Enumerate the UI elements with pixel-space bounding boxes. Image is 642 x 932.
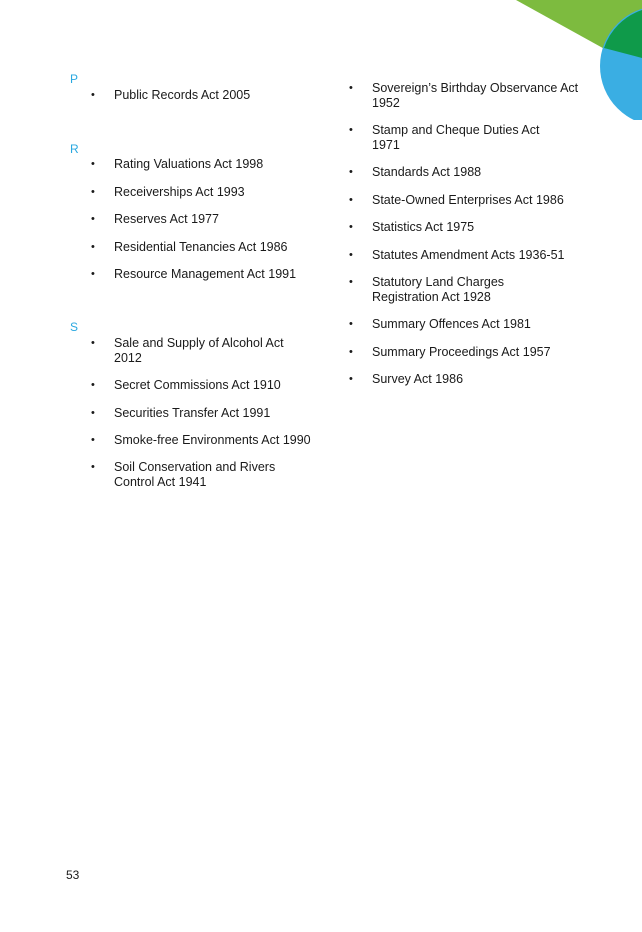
list-item: • Smoke-free Environments Act 1990 <box>70 433 314 448</box>
list-item: • Secret Commissions Act 1910 <box>70 378 330 393</box>
section-r-list <box>70 157 296 282</box>
list-item: • Statutory Land Charges Registration Act 1928 <box>328 275 552 305</box>
page-number: 53 <box>66 868 80 882</box>
section-letter-p: P <box>70 72 79 86</box>
list-item: • Stamp and Cheque Duties Act 1971 <box>328 123 562 153</box>
list-item: • Resource Management Act 1991 <box>70 267 296 282</box>
list-item: • State-Owned Enterprises Act 1986 <box>328 193 588 208</box>
right-list <box>328 81 588 387</box>
list-item: • Sale and Supply of Alcohol Act 2012 <box>70 336 314 366</box>
list-item: • Receiverships Act 1993 <box>70 185 296 200</box>
section-letter-r: R <box>70 142 79 156</box>
section-s-list <box>70 336 330 490</box>
list-item: • Sovereign’s Birthday Observance Act 1952 <box>328 81 582 111</box>
list-item: • Summary Offences Act 1981 <box>328 317 588 332</box>
list-item: • Standards Act 1988 <box>328 165 588 180</box>
list-item: • Survey Act 1986 <box>328 372 588 387</box>
list-item: • Residential Tenancies Act 1986 <box>70 240 296 255</box>
list-item: • Public Records Act 2005 <box>70 88 250 103</box>
list-item: • Rating Valuations Act 1998 <box>70 157 296 172</box>
section-letter-s: S <box>70 320 79 334</box>
list-item: • Reserves Act 1977 <box>70 212 296 227</box>
list-item: • Statistics Act 1975 <box>328 220 588 235</box>
list-item: • Soil Conservation and Rivers Control Act 1941 <box>70 460 314 490</box>
section-p-list <box>70 88 250 103</box>
blue-circle-shape <box>600 6 642 120</box>
dark-green-overlap-shape <box>604 10 642 58</box>
list-item: • Statutes Amendment Acts 1936-51 <box>328 248 588 263</box>
green-stripe-shape <box>516 0 642 58</box>
list-item: • Securities Transfer Act 1991 <box>70 406 330 421</box>
list-item: • Summary Proceedings Act 1957 <box>328 345 588 360</box>
